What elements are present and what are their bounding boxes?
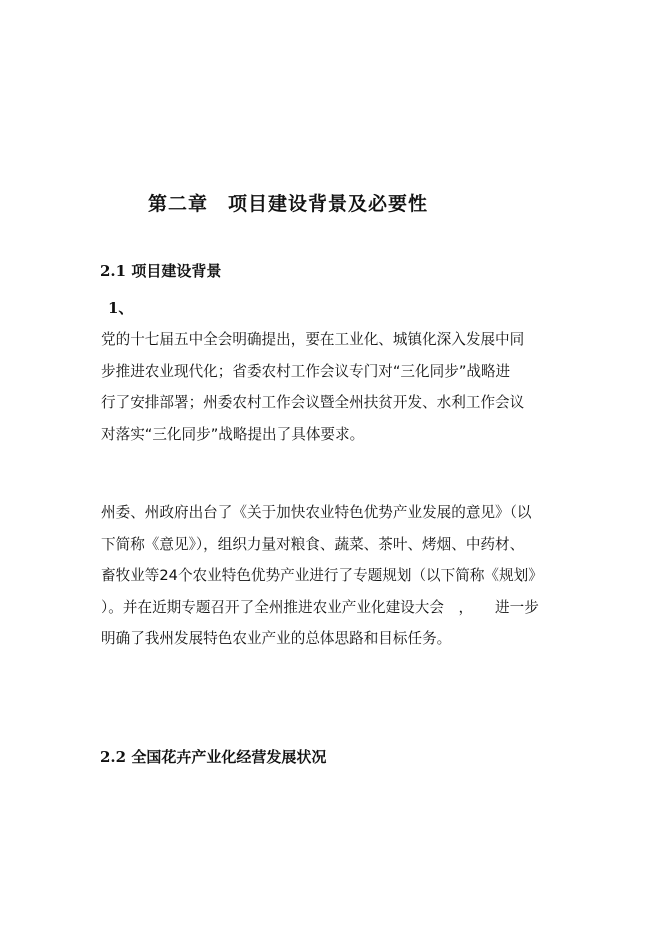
paragraph-line: 行了安排部署；州委农村工作会议暨全州扶贫开发、水利工作会议 bbox=[101, 394, 525, 411]
paragraph-line: 明确了我州发展特色农业产业的总体思路和目标任务。 bbox=[101, 630, 452, 647]
paragraph-line: 对落实“三化同步”战略提出了具体要求。 bbox=[101, 425, 365, 443]
paragraph-line: 畜牧业等24个农业特色优势产业进行了专题规划（以下简称《规划》 bbox=[101, 567, 543, 584]
section-heading-2-2: 2.2 全国花卉产业化经营发展状况 bbox=[100, 748, 327, 766]
paragraph-line: 州委、州政府出台了《关于加快农业特色优势产业发展的意见》（以 bbox=[101, 504, 532, 521]
paragraph-line: ）。并在近期专题召开了全州推进农业产业化建设大会 ， 进一步 bbox=[101, 598, 539, 616]
section-heading-2-1: 2.1 项目建设背景 bbox=[100, 262, 222, 280]
paragraph-1 bbox=[101, 324, 571, 450]
paragraph-line: 下简称《意见》），组织力量对粮食、蔬菜、茶叶、烤烟、中药材、 bbox=[101, 535, 525, 553]
paragraph-line: 步推进农业现代化；省委农村工作会议专门对“三化同步”战略进 bbox=[101, 362, 511, 380]
chapter-title: 第二章 项目建设背景及必要性 bbox=[148, 193, 429, 215]
paragraph-2 bbox=[101, 497, 571, 655]
paragraph-line: 党的十七届五中全会明确提出，要在工业化、城镇化深入发展中同 bbox=[101, 331, 525, 348]
item-number: 1、 bbox=[108, 299, 134, 317]
